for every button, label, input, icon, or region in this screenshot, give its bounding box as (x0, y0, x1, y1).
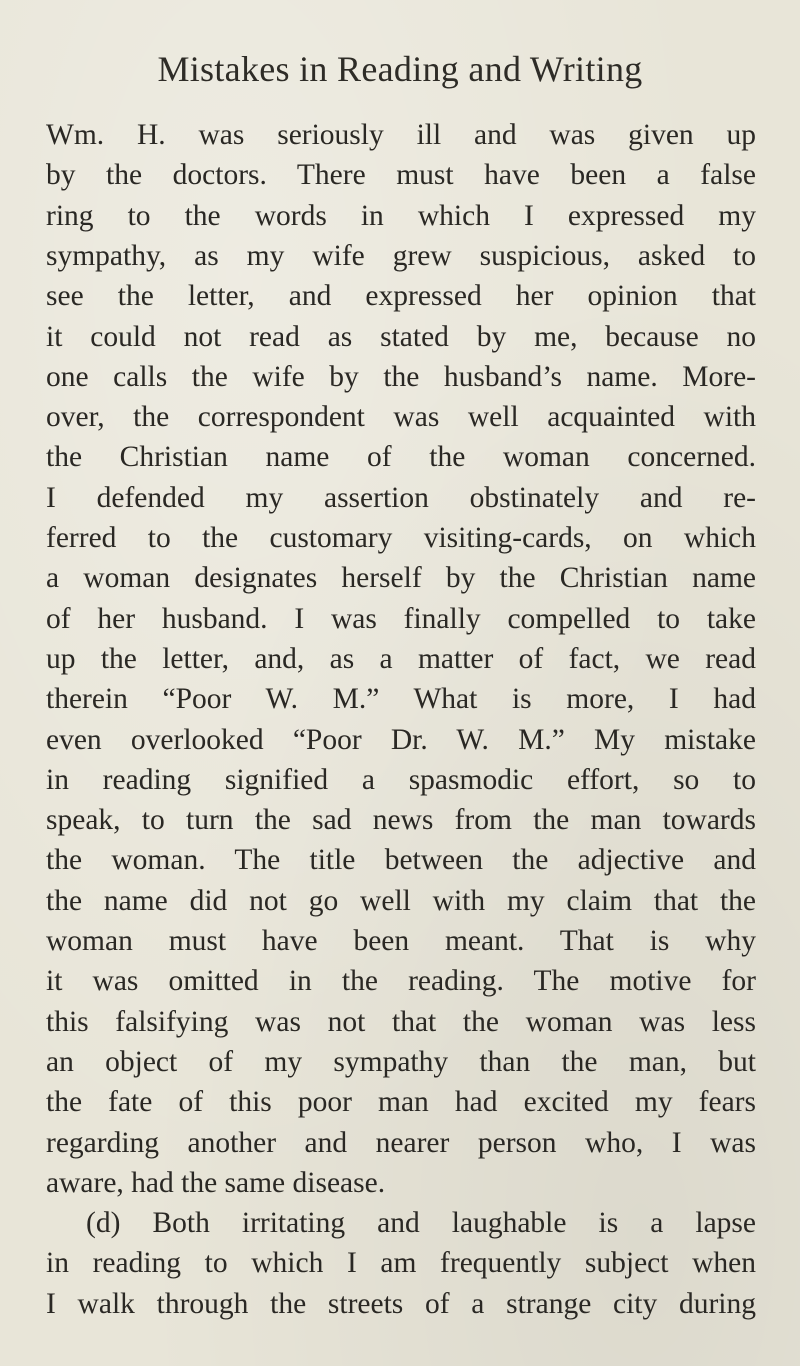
text-line: in reading signified a spasmodic effort, so to (46, 763, 756, 796)
running-head: Mistakes in Reading and Writing (157, 49, 643, 89)
text-line: speak, to turn the sad news from the man towards (46, 804, 756, 837)
text-line: it was omitted in the reading. The motive for (46, 965, 756, 998)
text-line: the Christian name of the woman concerned. (46, 441, 756, 474)
text-line: the woman. The title between the adjective and (46, 844, 756, 877)
text-line: (d) Both irritating and laughable is a lapse (86, 1207, 756, 1240)
text-line: woman must have been meant. That is why (46, 925, 756, 957)
text-line: ring to the words in which I expressed my (46, 199, 756, 232)
text-line: an object of my sympathy than the man, but (46, 1045, 756, 1078)
text-line: see the letter, and expressed her opinion that (46, 280, 756, 313)
text-line: this falsifying was not that the woman was less (46, 1005, 756, 1038)
text-line: therein “Poor W. M.” What is more, I had (46, 683, 756, 716)
text-line: ferred to the customary visiting-cards, on which (46, 522, 756, 554)
text-line: sympathy, as my wife grew suspicious, asked to (46, 239, 756, 272)
text-line: regarding another and nearer person who, I was (46, 1126, 756, 1159)
text-line: over, the correspondent was well acquainted with (46, 401, 756, 434)
text-line: even overlooked “Poor Dr. W. M.” My mistake (46, 723, 756, 756)
text-line: of her husband. I was finally compelled to take (46, 602, 756, 635)
text-line: a woman designates herself by the Christian name (46, 562, 756, 595)
text-line: I defended my assertion obstinately and re- (46, 481, 756, 514)
text-line: the name did not go well with my claim that the (46, 884, 756, 917)
text-line: up the letter, and, as a matter of fact, we read (46, 642, 756, 675)
text-line: in reading to which I am frequently subject when (46, 1247, 756, 1280)
text-line: by the doctors. There must have been a false (46, 159, 756, 192)
text-line: it could not read as stated by me, because no (46, 320, 756, 353)
text-line: the fate of this poor man had excited my fears (46, 1086, 756, 1119)
text-line: I walk through the streets of a strange city during (46, 1287, 756, 1320)
text-line: aware, had the same disease. (46, 1166, 386, 1199)
text-line: Wm. H. was seriously ill and was given up (46, 119, 756, 151)
text-line: one calls the wife by the husband’s name. More- (46, 360, 756, 393)
